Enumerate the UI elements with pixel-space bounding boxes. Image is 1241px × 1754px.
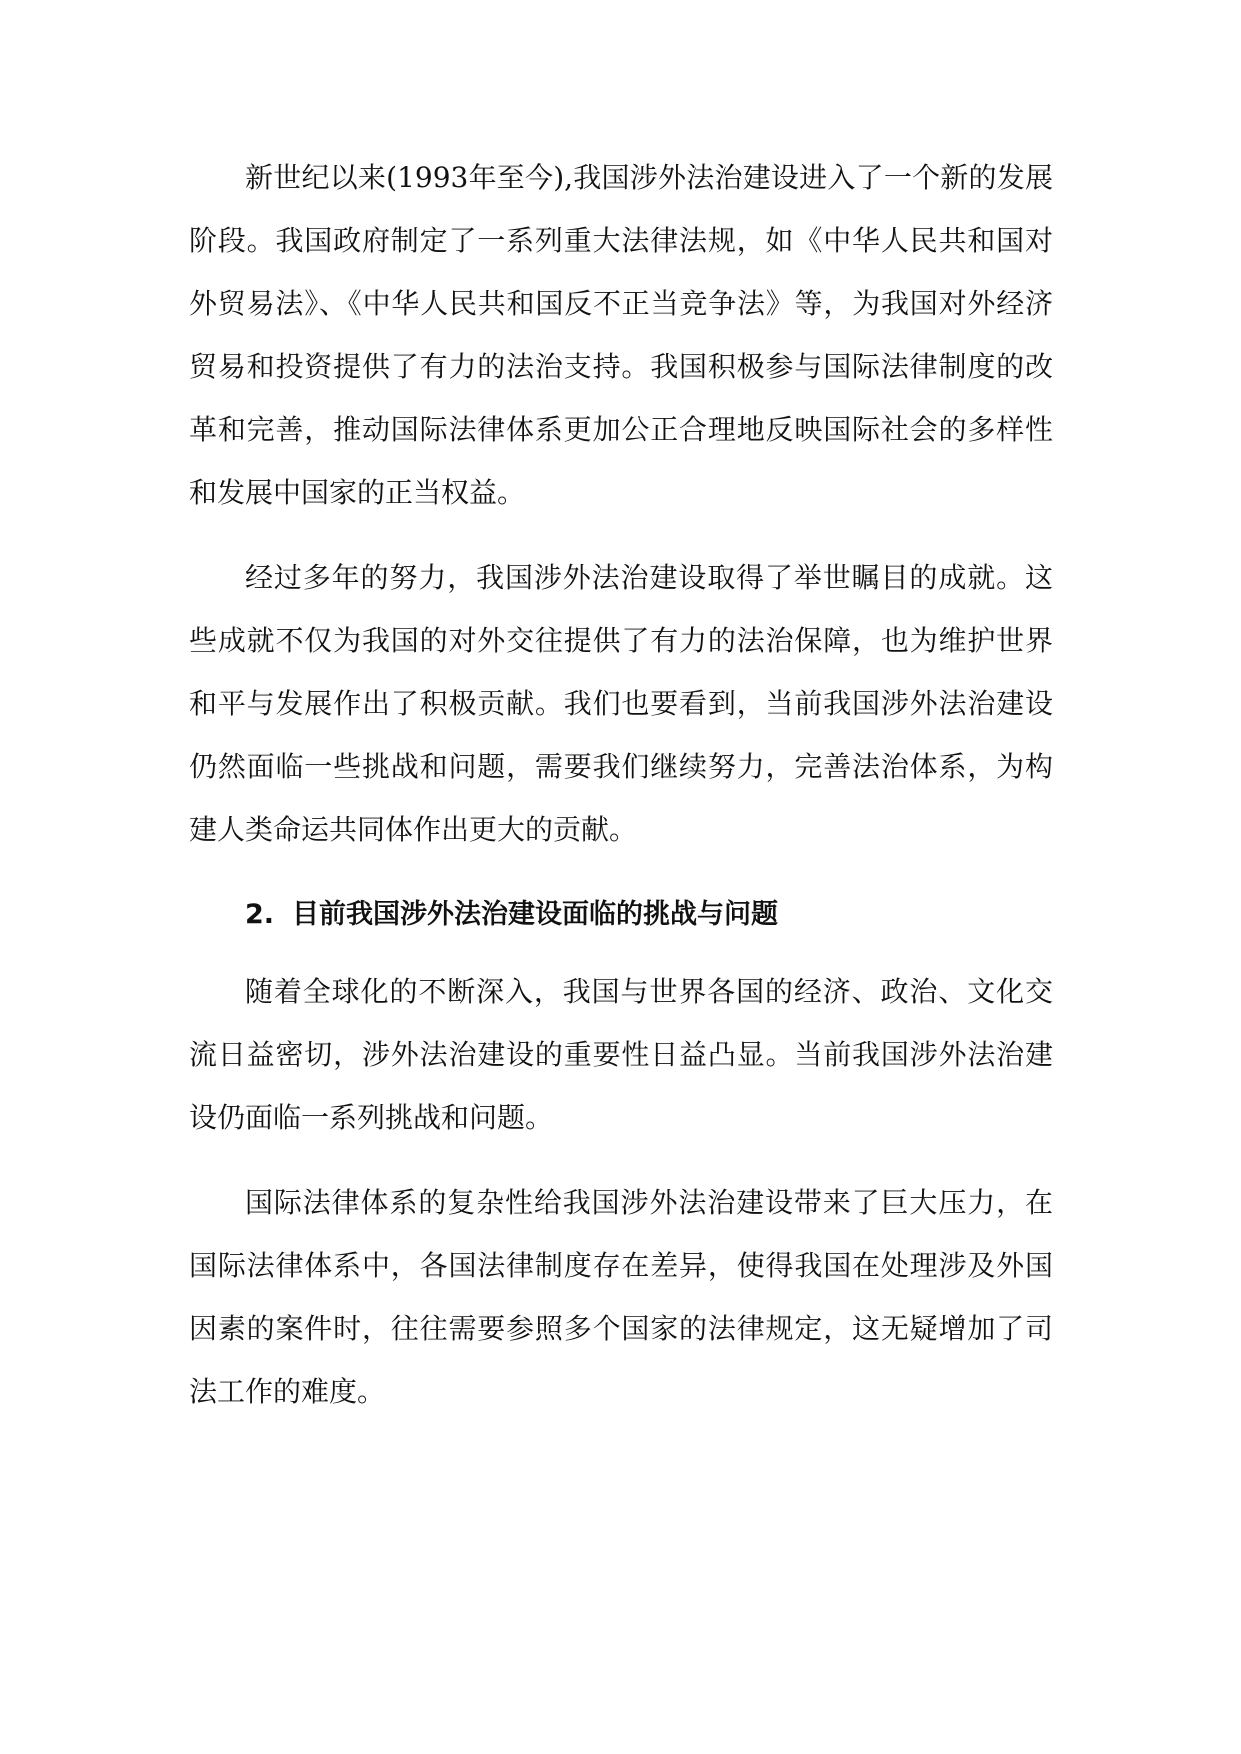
section-title: 目前我国涉外法治建设面临的挑战与问题	[292, 899, 779, 930]
section-number: 2.	[245, 899, 275, 930]
paragraph-new-century: 新世纪以来(1993年至今),我国涉外法治建设进入了一个新的发展阶段。我国政府制定了一系列重大法律法规，如《中华人民共和国对外贸易法》、《中华人民共和国反不正当竞争法》等，为我国对外经济贸易和投资提供了有力的法治支持。我国积极参与国际法律制度的改革和完善，推动国际法律体系更加公正合理地反映国际社会的多样性和发展中国家的正当权益。	[189, 161, 1053, 509]
paragraph-globalization: 随着全球化的不断深入，我国与世界各国的经济、政治、文化交流日益密切，涉外法治建设的重要性日益凸显。当前我国涉外法治建设仍面临一系列挑战和问题。	[189, 975, 1053, 1134]
document-body	[189, 146, 1053, 1445]
section-heading	[189, 883, 1053, 946]
paragraph-achievements: 经过多年的努力，我国涉外法治建设取得了举世瞩目的成就。这些成就不仅为我国的对外交往提供了有力的法治保障，也为维护世界和平与发展作出了积极贡献。我们也要看到，当前我国涉外法治建设仍然面临一些挑战和问题，需要我们继续努力，完善法治体系，为构建人类命运共同体作出更大的贡献。	[189, 561, 1053, 846]
paragraph-international-law: 国际法律体系的复杂性给我国涉外法治建设带来了巨大压力，在国际法律体系中，各国法律制度存在差异，使得我国在处理涉及外国因素的案件时，往往需要参照多个国家的法律规定，这无疑增加了司法工作的难度。	[189, 1186, 1053, 1408]
